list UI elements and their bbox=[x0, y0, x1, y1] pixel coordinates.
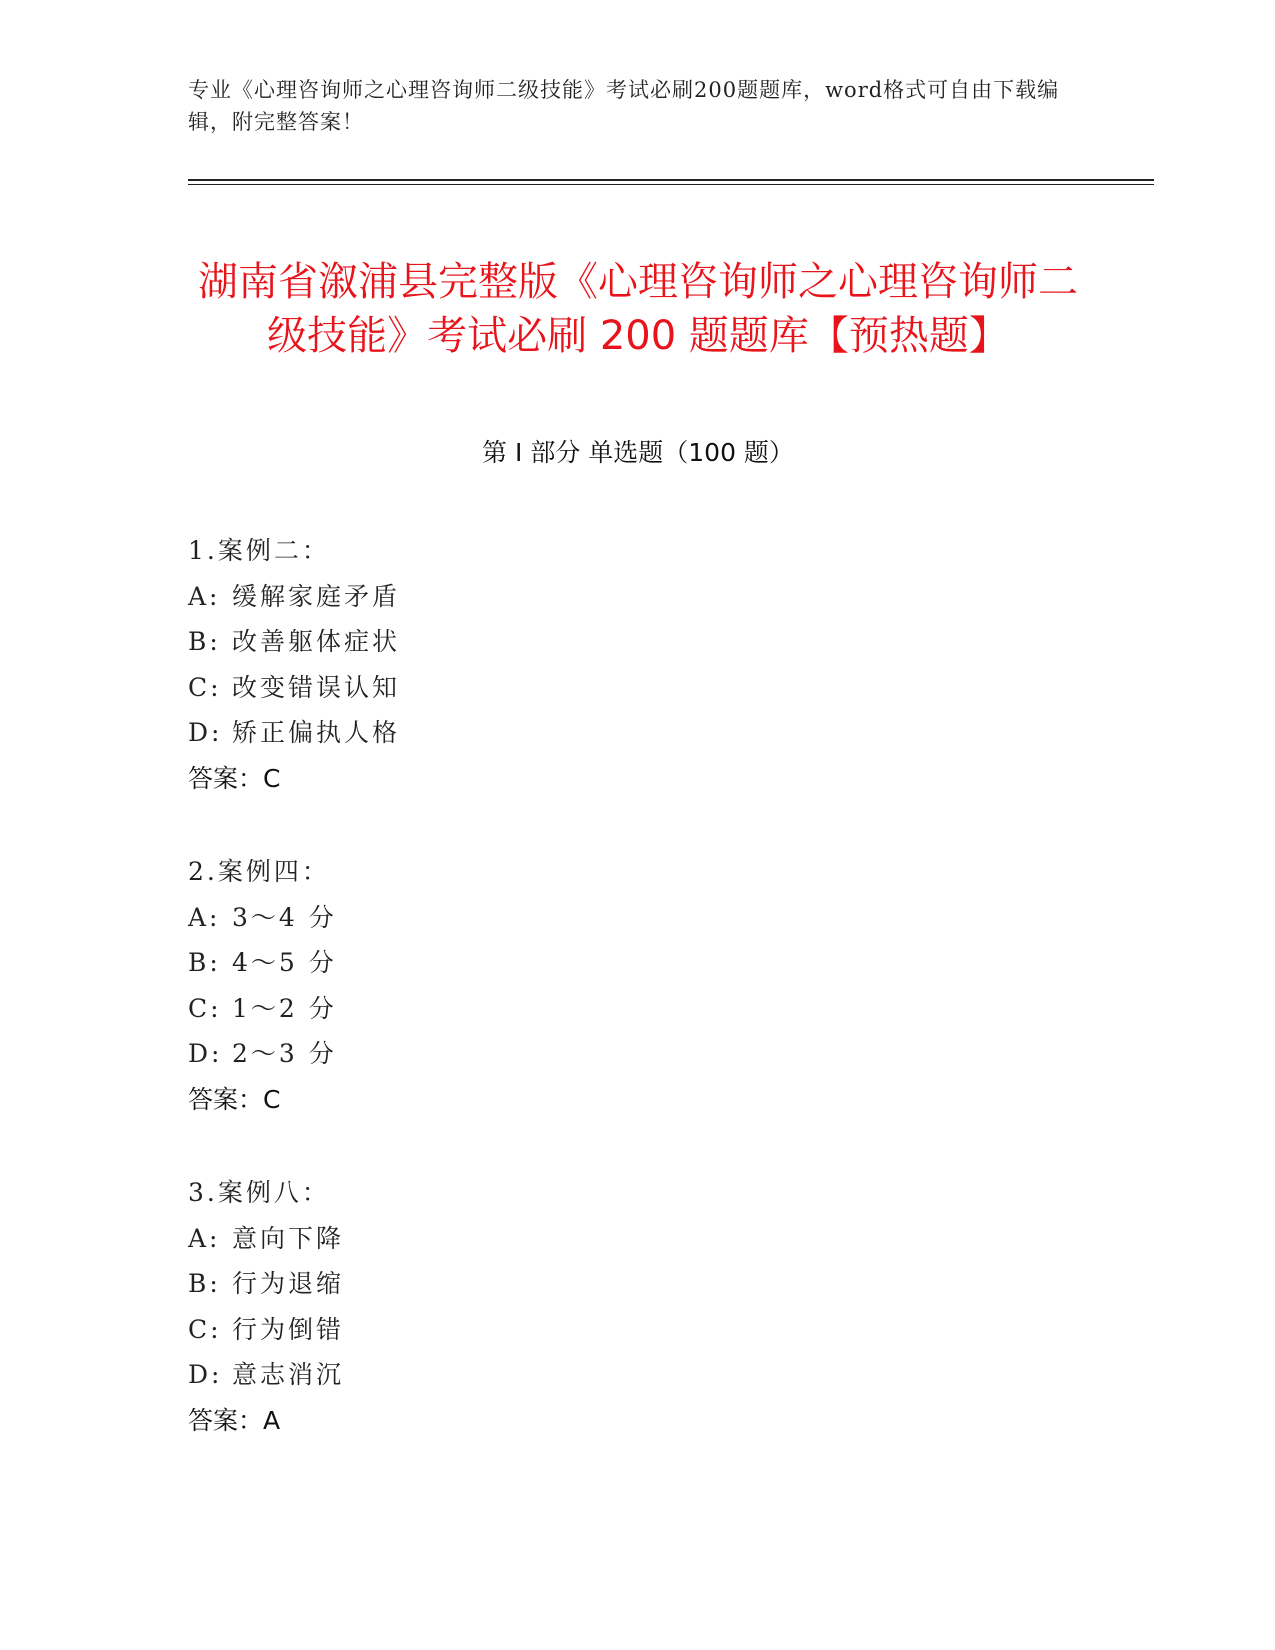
option-b bbox=[188, 940, 1088, 986]
option-label: D: bbox=[188, 1039, 223, 1068]
answer-line bbox=[188, 756, 1088, 802]
option-c bbox=[188, 986, 1088, 1032]
option-label: C: bbox=[188, 672, 222, 702]
document-title: 湖南省溆浦县完整版《心理咨询师之心理咨询师二级技能》考试必刷 200 题题库【预热题】 bbox=[198, 258, 1078, 359]
option-a bbox=[188, 1216, 1088, 1262]
question-stem: 2.案例四： bbox=[188, 857, 330, 886]
option-a bbox=[188, 895, 1088, 941]
answer-label: 答案： bbox=[188, 1405, 264, 1435]
option-label: A: bbox=[188, 1223, 221, 1253]
option-text: 意向下降 bbox=[232, 1223, 345, 1253]
option-text: 行为退缩 bbox=[232, 1269, 345, 1298]
option-label: A: bbox=[188, 902, 221, 932]
option-label: C: bbox=[188, 993, 222, 1023]
answer-label: 答案： bbox=[188, 763, 264, 793]
option-text: 2～3 分 bbox=[232, 1039, 337, 1068]
answer-value: A bbox=[263, 1405, 281, 1435]
option-label: B: bbox=[188, 948, 221, 977]
answer-line bbox=[188, 1398, 1088, 1444]
answer-value: C bbox=[263, 763, 281, 793]
question-stem: 3.案例八： bbox=[188, 1178, 330, 1207]
option-label: B: bbox=[188, 627, 221, 656]
option-label: D: bbox=[188, 718, 223, 747]
option-text: 3～4 分 bbox=[232, 902, 337, 932]
option-text: 4～5 分 bbox=[232, 948, 337, 977]
option-c bbox=[188, 1307, 1088, 1353]
option-d bbox=[188, 1352, 1088, 1398]
question-list bbox=[188, 528, 1088, 1491]
option-text: 1～2 分 bbox=[232, 993, 337, 1023]
answer-label: 答案： bbox=[188, 1084, 264, 1114]
option-d bbox=[188, 1031, 1088, 1077]
intro-text: 专业《心理咨询师之心理咨询师二级技能》考试必刷200题题库，word格式可自由下载编辑，附完整答案！ bbox=[188, 78, 1060, 134]
question-item bbox=[188, 1170, 1088, 1443]
option-text: 矫正偏执人格 bbox=[232, 718, 401, 747]
option-b bbox=[188, 619, 1088, 665]
option-c bbox=[188, 665, 1088, 711]
question-item bbox=[188, 849, 1088, 1122]
option-label: D: bbox=[188, 1360, 223, 1389]
header-rule-thin bbox=[188, 184, 1154, 185]
answer-value: C bbox=[263, 1084, 281, 1114]
option-text: 改善躯体症状 bbox=[232, 627, 401, 656]
option-label: C: bbox=[188, 1314, 222, 1344]
answer-line bbox=[188, 1077, 1088, 1123]
option-a bbox=[188, 574, 1088, 620]
header-rule-thick bbox=[188, 179, 1154, 181]
option-text: 改变错误认知 bbox=[232, 672, 401, 702]
question-stem: 1.案例二： bbox=[188, 536, 330, 565]
question-item bbox=[188, 528, 1088, 801]
option-label: B: bbox=[188, 1269, 221, 1298]
option-d bbox=[188, 710, 1088, 756]
option-b bbox=[188, 1261, 1088, 1307]
option-text: 行为倒错 bbox=[232, 1314, 345, 1344]
option-text: 缓解家庭矛盾 bbox=[232, 581, 401, 611]
section-title: 第 I 部分 单选题（100 题） bbox=[482, 438, 794, 467]
option-label: A: bbox=[188, 581, 221, 611]
option-text: 意志消沉 bbox=[232, 1360, 345, 1389]
